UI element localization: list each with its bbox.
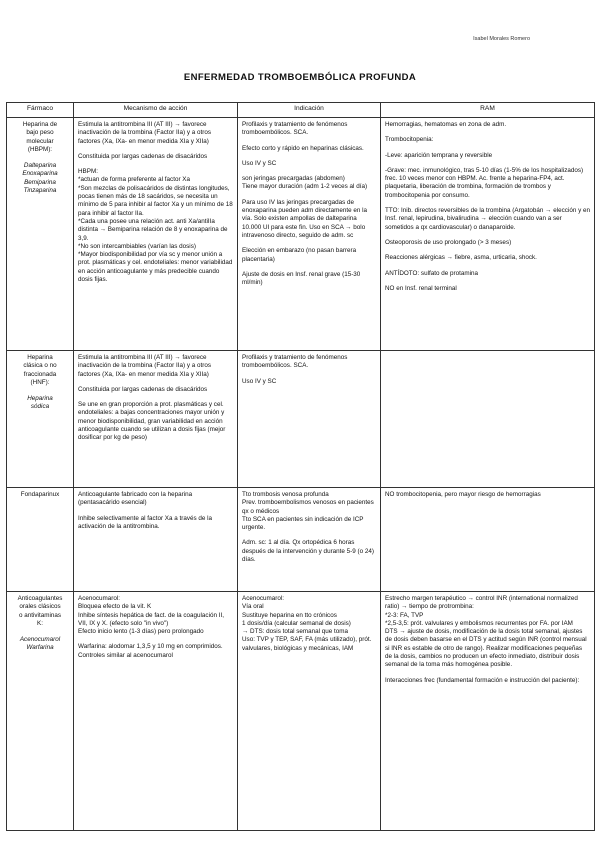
cell-paragraph: TTO: Inib. directos reversibles de la trombina (Argatobán → elección y en Insf. renal, lepirudina, bivalirudina → elección cuando van a ser sometidos a qx cardiovascular) o danaparoide. xyxy=(385,207,590,231)
cell-paragraph: Constituida por largas cadenas de disacáridos xyxy=(78,152,208,160)
cell-paragraph: ANTÍDOTO: sulfato de protamina xyxy=(385,269,478,277)
cell-paragraph: Interacciones frec (fundamental formación e instrucción del paciente): xyxy=(385,676,580,684)
indication-cell xyxy=(238,118,381,351)
cell-paragraph: Elección en embarazo (no pasan barrera placentaria) xyxy=(242,247,357,263)
cell-paragraph: Warfarina: alodomar 1,3,5 y 10 mg en comprimidos. Controles similar al acenocumarol xyxy=(78,643,223,659)
drug-name: Anticoagulantes orales clásicos o antivitaminas K: xyxy=(17,595,63,627)
ram-cell xyxy=(381,592,595,831)
mechanism-cell xyxy=(74,118,238,351)
cell-paragraph: Ajuste de dosis en Insf. renal grave (15-30 ml/min) xyxy=(242,270,361,287)
cell-paragraph: Profilaxis y tratamiento de fenómenos tromboembólicos. SCA. xyxy=(242,354,348,370)
drug-brands: Dalteparina Enoxaparina Bemiparina Tinzaparina xyxy=(22,162,58,195)
ram-cell xyxy=(381,118,595,351)
mechanism-cell xyxy=(74,351,238,488)
cell-paragraph: Para uso IV las jeringas precargadas de enoxaparina pueden adm directamente en la vía. Solo existen ampollas de dalteparina 10.000 UI para este fin. Uso en SCA → bolo intravenoso directo, seguido de adm. sc xyxy=(242,198,367,239)
table-row xyxy=(7,351,595,488)
header-ram: RAM xyxy=(381,103,595,118)
mechanism-cell xyxy=(74,592,238,831)
cell-paragraph: Estrecho margen terapéutico → control INR (international normalized ratio) → tiempo de protrombina: *2-3: FA, TVP *2,5-3,5: prót. valvulares y embolismos recurrentes por FA. por IAM DTS → ajuste de dosis, modificación de la dosis total semanal, ajustes de dosis deben basarse en el DTS y actitud según INR (control mensual si INR es estable de otro de rango). Realizar modificaciones pequeñas de la dosis, cambios no producen un efecto inmediato, distribuir dosis semanal de la toma más homogénea posible. xyxy=(385,595,587,669)
header-mecanismo: Mecanismo de acción xyxy=(74,103,238,118)
cell-paragraph: Uso IV y SC xyxy=(242,159,277,167)
cell-paragraph: Profilaxis y tratamiento de fenómenos tromboembólicos. SCA. xyxy=(242,121,348,137)
mechanism-cell xyxy=(74,488,238,592)
table-row xyxy=(7,488,595,592)
drug-cell xyxy=(7,351,74,488)
drug-table xyxy=(6,102,595,831)
ram-cell xyxy=(381,488,595,592)
indication-cell xyxy=(238,488,381,592)
cell-paragraph: Uso IV y SC xyxy=(242,377,277,385)
cell-paragraph: Constituida por largas cadenas de disacáridos xyxy=(78,385,208,393)
indication-cell xyxy=(238,351,381,488)
cell-paragraph: son jeringas precargadas (abdomen) Tiene mayor duración (adm 1-2 veces al día) xyxy=(242,175,368,191)
table-row xyxy=(7,592,595,831)
drug-brands: Acenocumarol Warfarina xyxy=(19,636,61,652)
cell-paragraph: HBPM: *actuan de forma preferente al factor Xa *Son mezclas de polisacáridos de distintas longitudes, pocas tienen más de 18 sacáridos, se necesita un mínimo de 5 para inhibir al factor Xa y un mínimo de 18 para inhibir al factor IIa. *Cada una posee una relación act. anti Xa/antiIIa distinta → Bemiparina relación de 8 y enoxaparina de 3,9. *No son intercambiables (varían las dosis) *Mayor biodisponibilidad por vía sc y menor unión a prot. plasmáticas y cel. endoteliales: menor variabilidad en acción anticoagulante y más predecible cuando dosis fijas. xyxy=(78,168,233,284)
ram-cell xyxy=(381,351,595,488)
header-indicacion: Indicación xyxy=(238,103,381,118)
header-farmaco: Fármaco xyxy=(7,103,74,118)
cell-paragraph: Se une en gran proporción a prot. plasmáticas y cel. endoteliales: a bajas concentraciones mayor unión y menor biodisponibilidad, gran variabilidad en acción anticoagulante cuando se utilizan a dosis fijas (mejor dosificar por kg de peso) xyxy=(78,401,226,442)
cell-paragraph: Inhibe selectivamente al factor Xa a través de la activación de la antitrombina. xyxy=(78,514,213,530)
cell-paragraph: Estimula la antitrombina III (AT III) → favorece inactivación de la trombina (Factor IIa) y a otros factores (Xa, IXa- en menor medida XIa y XIIa) xyxy=(78,354,211,378)
drug-cell xyxy=(7,118,74,351)
indication-cell xyxy=(238,592,381,831)
cell-paragraph: Estimula la antitrombina III (AT III) → favorece inactivación de la trombina (Factor IIa) y a otros factores (Xa, IXa- en menor medida XIa y XIIa) xyxy=(78,121,211,145)
cell-paragraph: Osteoporosis de uso prolongado (> 3 meses) xyxy=(385,238,512,246)
author-name: Isabel Morales Romero xyxy=(473,36,530,42)
table-row xyxy=(7,118,595,351)
cell-paragraph: -Leve: aparición temprana y reversible xyxy=(385,151,493,159)
drug-cell xyxy=(7,592,74,831)
drug-name: Fondaparinux xyxy=(20,491,60,498)
drug-cell xyxy=(7,488,74,592)
cell-paragraph: Adm. sc: 1 al día. Qx ortopédica 6 horas después de la intervención y durante 5-9 (o 24) días. xyxy=(242,539,374,564)
cell-paragraph: -Grave: mec. inmunológico, tras 5-10 días (1-5% de los hospitalizados) frec. 10 veces menor con HBPM. Ac. frente a heparina-FP4, act. plaquetaria, liberación de trombina, formación de trombos y trombocitopenia por consumo. xyxy=(385,166,584,199)
drug-name: Heparina clásica o no fraccionada (HNF): xyxy=(23,354,57,386)
cell-paragraph: Reacciones alérgicas → fiebre, asma, urticaria, shock. xyxy=(385,254,537,262)
cell-paragraph: Anticoagulante fabricado con la heparina (pentasacárido esencial) xyxy=(78,491,193,507)
table-header-row xyxy=(7,103,595,118)
drug-brands: Heparina sódica xyxy=(27,395,53,411)
cell-paragraph: Acenocumarol: Bloquea efecto de la vit. K Inhibe síntesis hepática de fact. de la coagulación II, VII, IX y X. (efecto solo "in vivo") Efecto inicio lento (1-3 días) pero prolongado xyxy=(78,595,224,636)
cell-paragraph: NO trombocitopenia, pero mayor riesgo de hemorragias xyxy=(385,491,541,498)
cell-paragraph: Hemorragias, hematomas en zona de adm. xyxy=(385,121,507,128)
cell-paragraph: NO en Insf. renal terminal xyxy=(385,284,457,292)
cell-paragraph: Tto trombosis venosa profunda Prev. tromboembolismos venosos en pacientes qx o médicos Tto SCA en pacientes sin indicación de ICP urgente. xyxy=(242,491,374,532)
cell-paragraph: Acenocumarol: Vía oral Sustituye heparina en tto crónicos 1 dosis/día (calcular semanal de dosis) → DTS: dosis total semanal que toma Uso: TVP y TEP, SAF, FA (más utilizado), prót. valvulares, biológicas y mecánicas, IAM xyxy=(242,595,372,652)
cell-paragraph: Efecto corto y rápido en heparinas clásicas. xyxy=(242,144,364,152)
cell-paragraph: Trombocitopenia: xyxy=(385,136,434,144)
drug-name: Heparina de bajo peso molecular (HBPM): xyxy=(22,121,58,153)
document-title: ENFERMEDAD TROMBOEMBÓLICA PROFUNDA xyxy=(183,72,417,83)
